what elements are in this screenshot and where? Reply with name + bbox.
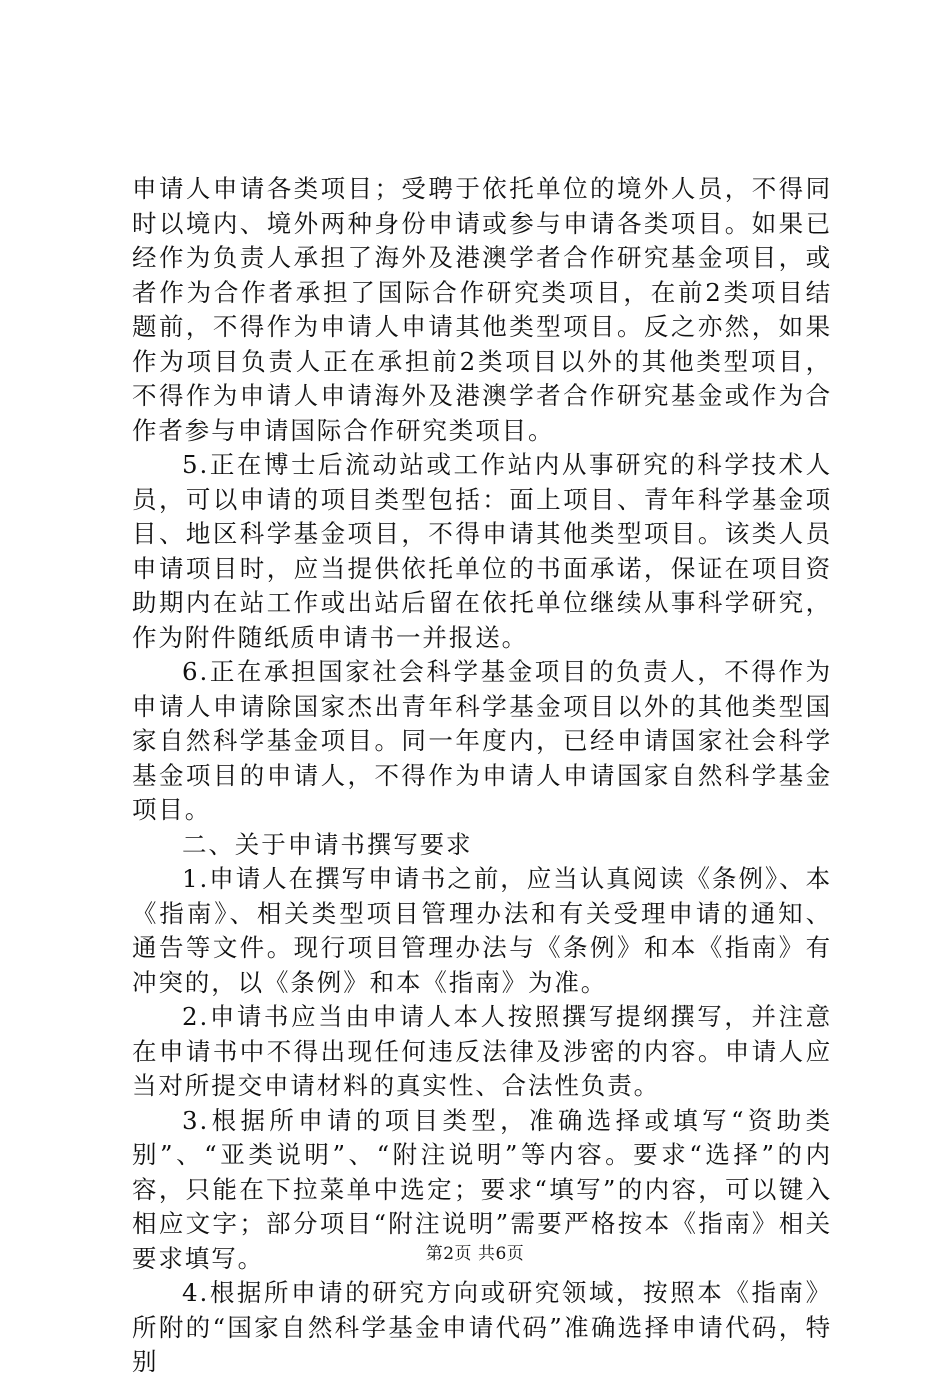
paragraph-item-4: 4.根据所申请的研究方向或研究领域，按照本《指南》所附的“国家自然科学基金申请代码”准确选择申请代码，特别 bbox=[132, 1278, 832, 1376]
paragraph-item-3: 3.根据所申请的项目类型，准确选择或填写“资助类别”、“亚类说明”、“附注说明”等内容。要求“选择”的内容，只能在下拉菜单中选定；要求“填写”的内容，可以键入相应文字；部分项目“附注说明”需要严格按本《指南》相关要求填写。 bbox=[132, 1105, 832, 1273]
section-heading: 二、关于申请书撰写要求 bbox=[182, 829, 473, 859]
paragraph-item-5: 5.正在博士后流动站或工作站内从事研究的科学技术人员，可以申请的项目类型包括：面上项目、青年科学基金项目、地区科学基金项目，不得申请其他类型项目。该类人员申请项目时，应当提供依托单位的书面承诺，保证在项目资助期内在站工作或出站后留在依托单位继续从事科学研究，作为附件随纸质申请书一并报送。 bbox=[132, 450, 832, 652]
paragraph-item-2: 2.申请书应当由申请人本人按照撰写提纲撰写，并注意在申请书中不得出现任何违反法律及涉密的内容。申请人应当对所提交申请材料的真实性、合法性负责。 bbox=[132, 1002, 832, 1100]
paragraph-item-1: 1.申请人在撰写申请书之前，应当认真阅读《条例》、本《指南》、相关类型项目管理办法和有关受理申请的通知、通告等文件。现行项目管理办法与《条例》和本《指南》有冲突的，以《条例》和本《指南》为准。 bbox=[132, 864, 832, 997]
page-footer: 第2页 共6页 bbox=[425, 1244, 525, 1264]
paragraph-continuation: 申请人申请各类项目；受聘于依托单位的境外人员，不得同时以境内、境外两种身份申请或参与申请各类项目。如果已经作为负责人承担了海外及港澳学者合作研究基金项目，或者作为合作者承担了国际合作研究类项目，在前2类项目结题前，不得作为申请人申请其他类型项目。反之亦然，如果作为项目负责人正在承担前2类项目以外的其他类型项目，不得作为申请人申请海外及港澳学者合作研究基金或作为合作者参与申请国际合作研究类项目。 bbox=[132, 174, 832, 445]
paragraph-item-6: 6.正在承担国家社会科学基金项目的负责人，不得作为申请人申请除国家杰出青年科学基金项目以外的其他类型国家自然科学基金项目。同一年度内，已经申请国家社会科学基金项目的申请人，不得作为申请人申请国家自然科学基金项目。 bbox=[132, 657, 832, 824]
document-body bbox=[132, 172, 832, 1380]
